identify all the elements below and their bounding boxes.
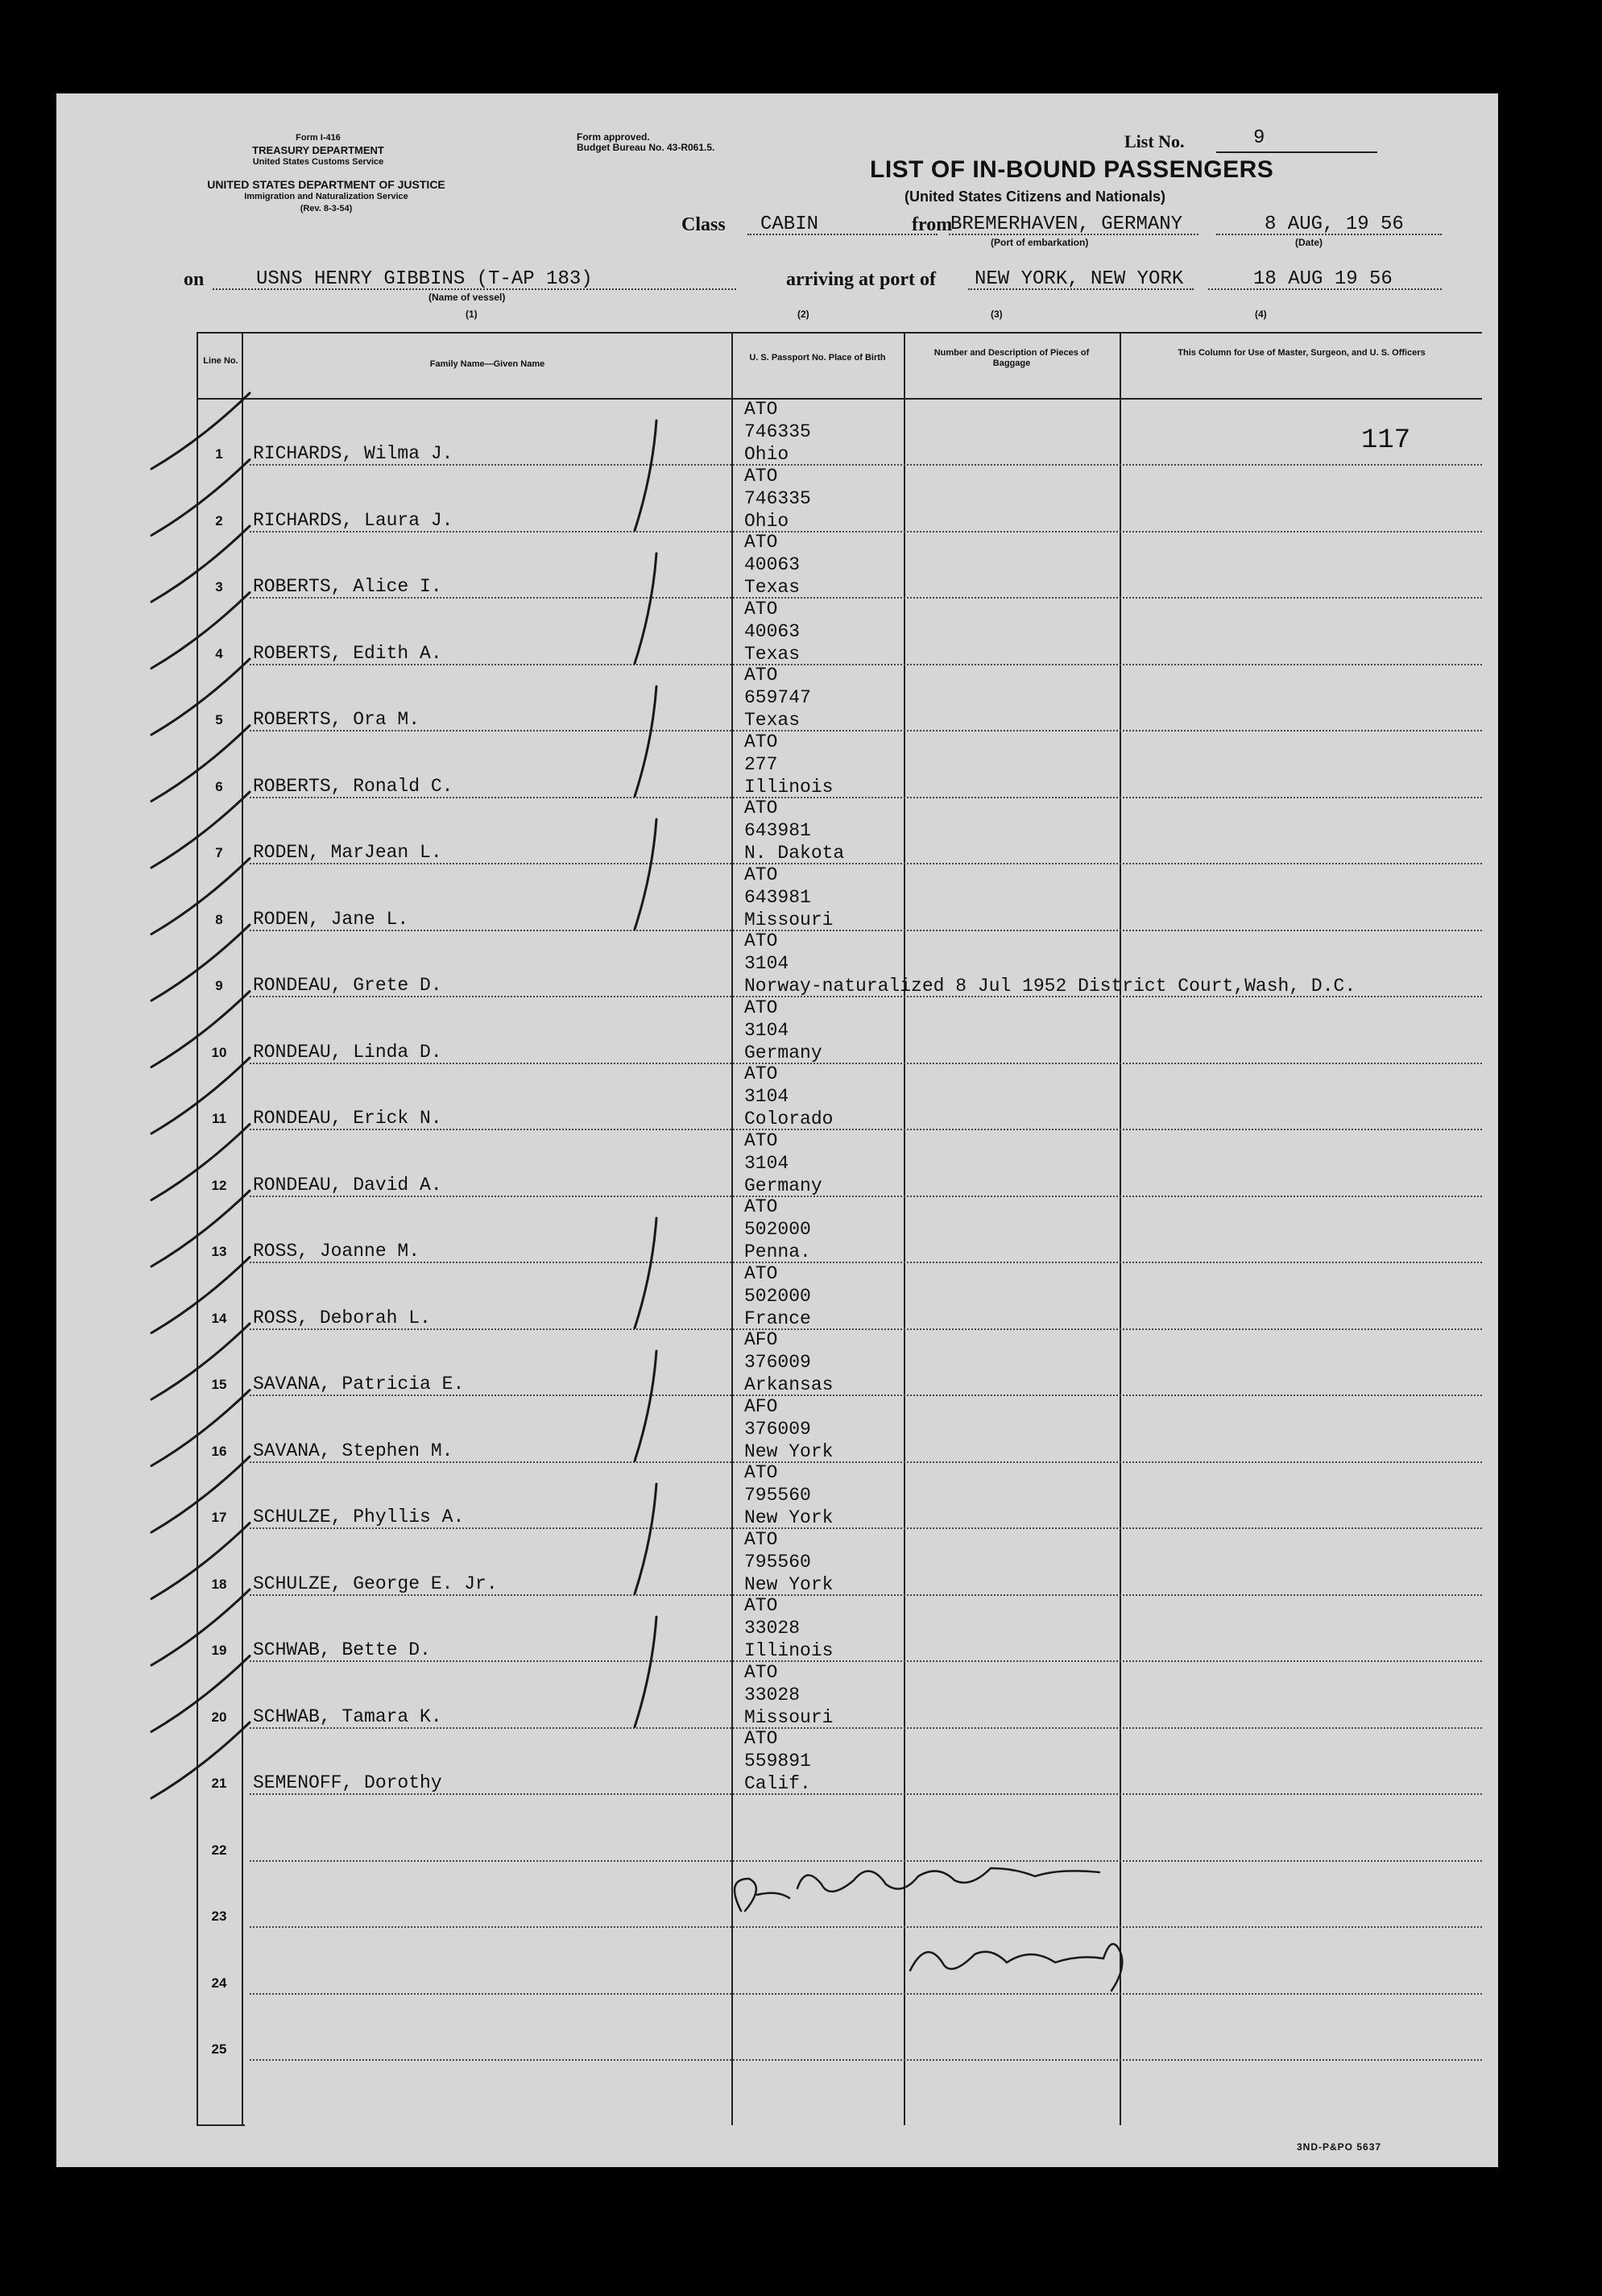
passport-number: 746335: [744, 421, 811, 442]
list-no-label: List No.: [1124, 131, 1185, 151]
list-no-value: 9: [1253, 127, 1265, 149]
place-of-birth: New York: [744, 1507, 834, 1528]
port-caption: (Port of embarkation): [991, 237, 1089, 248]
passport-number: 376009: [744, 1418, 811, 1440]
place-of-birth: Missouri: [744, 909, 834, 930]
place-of-birth: Penna.: [744, 1241, 811, 1262]
line-number: 14: [211, 1310, 227, 1326]
place-of-birth: Germany: [744, 1042, 822, 1063]
passport-number: 3104: [744, 1019, 789, 1041]
passport-number: 40063: [744, 554, 801, 575]
column-caption-1: (1): [466, 309, 478, 320]
place-of-birth: Colorado: [744, 1109, 834, 1129]
passenger-name: ROBERTS, Ora M.: [253, 709, 420, 730]
passport-prefix: ATO: [744, 1262, 778, 1284]
customs-service: United States Customs Service: [252, 157, 384, 167]
passenger-name: SCHULZE, George E. Jr.: [253, 1573, 498, 1594]
check-mark-stroke: [151, 859, 250, 935]
check-mark-stroke: [151, 1125, 250, 1200]
passport-prefix: ATO: [744, 1661, 778, 1683]
family-group-slash: [635, 553, 656, 664]
line-number: 21: [211, 1776, 227, 1791]
passenger-name: ROSS, Joanne M.: [253, 1241, 420, 1262]
passport-prefix: ATO: [744, 864, 778, 885]
passport-number: 746335: [744, 487, 811, 509]
passenger-name: RONDEAU, Linda D.: [253, 1041, 442, 1063]
line-number: 19: [211, 1643, 227, 1658]
check-mark-stroke: [151, 726, 250, 802]
check-mark-stroke: [151, 1324, 250, 1399]
handwritten-marks: [56, 93, 1498, 2167]
vessel-caption: (Name of vessel): [428, 292, 506, 303]
official-count: 117: [1361, 425, 1411, 456]
check-mark-stroke: [151, 1589, 250, 1665]
header-line-no: Line No.: [203, 356, 238, 366]
check-mark-stroke: [151, 1058, 250, 1133]
line-number: 2: [215, 512, 223, 528]
passenger-name: ROBERTS, Edith A.: [253, 642, 442, 664]
line-number: 20: [211, 1709, 227, 1725]
passenger-name: ROBERTS, Alice I.: [253, 576, 442, 597]
passport-prefix: ATO: [744, 997, 778, 1018]
place-of-birth: Texas: [744, 710, 801, 731]
line-number: 16: [211, 1443, 227, 1459]
line-number: 15: [211, 1377, 227, 1392]
place-of-birth: New York: [744, 1573, 834, 1595]
from-port: BREMERHAVEN, GERMANY: [950, 213, 1183, 235]
place-of-birth: Illinois: [744, 776, 834, 798]
line-number: 11: [212, 1111, 226, 1126]
passport-number: 502000: [744, 1285, 811, 1307]
passport-prefix: ATO: [744, 598, 778, 620]
line-number: 7: [215, 845, 223, 860]
check-mark-stroke: [151, 1191, 250, 1266]
passport-prefix: AFO: [744, 1395, 778, 1417]
column-caption-2: (2): [797, 309, 809, 320]
passenger-name: RODEN, MarJean L.: [253, 842, 442, 863]
check-mark-stroke: [151, 1390, 250, 1466]
line-number: 22: [211, 1842, 227, 1858]
check-mark-stroke: [151, 1656, 250, 1732]
passport-number: 3104: [744, 1086, 789, 1107]
passport-prefix: ATO: [744, 1528, 778, 1550]
passport-prefix: ATO: [744, 731, 778, 752]
passport-prefix: ATO: [744, 798, 778, 819]
check-mark-stroke: [151, 1457, 250, 1532]
passenger-name: RONDEAU, David A.: [253, 1174, 442, 1196]
column-caption-4: (4): [1255, 309, 1267, 320]
from-date: 8 AUG, 19 56: [1265, 213, 1404, 235]
place-of-birth: Texas: [744, 643, 801, 665]
signature-scrawl: [735, 1868, 1099, 1911]
check-mark-stroke: [151, 1523, 250, 1599]
passenger-name: SAVANA, Stephen M.: [253, 1440, 453, 1461]
place-of-birth: Germany: [744, 1175, 822, 1196]
passport-prefix: ATO: [744, 930, 778, 951]
passport-prefix: ATO: [744, 1595, 778, 1616]
passenger-name: RONDEAU, Grete D.: [253, 975, 442, 996]
place-of-birth: Norway-naturalized 8 Jul 1952 District Court,Wash, D.C.: [744, 976, 1356, 997]
arriving-label: arriving at port of: [786, 269, 936, 290]
passenger-name: ROSS, Deborah L.: [253, 1307, 431, 1328]
place-of-birth: Illinois: [744, 1640, 834, 1661]
line-number: 8: [215, 911, 223, 927]
passport-number: 3104: [744, 953, 789, 974]
line-number: 13: [211, 1244, 227, 1259]
passport-prefix: ATO: [744, 1063, 778, 1084]
check-mark-stroke: [151, 593, 250, 669]
check-mark-stroke: [151, 659, 250, 735]
passport-number: 795560: [744, 1485, 811, 1506]
line-number: 24: [211, 1975, 227, 1991]
passport-number: 376009: [744, 1352, 811, 1373]
class-label: Class: [681, 214, 726, 235]
family-group-slash: [635, 1617, 656, 1727]
passenger-name: ROBERTS, Ronald C.: [253, 775, 453, 797]
header-baggage: Number and Description of Pieces of Baggage: [933, 348, 1090, 368]
passenger-name: SCHWAB, Tamara K.: [253, 1705, 442, 1727]
arrival-port: NEW YORK, NEW YORK: [975, 268, 1184, 290]
line-number: 1: [215, 446, 223, 462]
revision: (Rev. 8-3-54): [300, 204, 353, 213]
check-mark-stroke: [151, 1258, 250, 1333]
page-subtitle: (United States Citizens and Nationals): [904, 189, 1166, 205]
line-number: 23: [211, 1908, 227, 1924]
place-of-birth: Calif.: [744, 1773, 811, 1794]
line-number: 18: [211, 1576, 227, 1592]
check-mark-stroke: [151, 792, 250, 868]
passport-prefix: ATO: [744, 665, 778, 686]
passport-prefix: ATO: [744, 1129, 778, 1151]
place-of-birth: N. Dakota: [744, 843, 845, 864]
passport-number: 40063: [744, 620, 801, 642]
passport-number: 33028: [744, 1618, 801, 1639]
line-number: 4: [215, 645, 223, 661]
vessel-name: USNS HENRY GIBBINS (T-AP 183): [256, 268, 593, 290]
line-number: 25: [211, 2041, 227, 2057]
form-number: Form I-416: [296, 133, 341, 143]
treasury-department: TREASURY DEPARTMENT: [252, 144, 384, 156]
printer-footer: 3ND-P&PO 5637: [1297, 2141, 1382, 2153]
passport-prefix: ATO: [744, 1462, 778, 1483]
family-group-slash: [635, 686, 656, 797]
check-mark-stroke: [151, 393, 250, 469]
passport-number: 643981: [744, 886, 811, 908]
passenger-name: SCHWAB, Bette D.: [253, 1639, 431, 1660]
passport-prefix: ATO: [744, 532, 778, 553]
passenger-name: SEMENOFF, Dorothy: [253, 1772, 442, 1793]
place-of-birth: Missouri: [744, 1706, 834, 1728]
form-approved: Form approved.: [577, 131, 650, 143]
family-group-slash: [635, 421, 656, 531]
header-family-name: Family Name—Given Name: [429, 359, 545, 369]
passenger-name: RODEN, Jane L.: [253, 908, 409, 930]
page-title: LIST OF IN-BOUND PASSENGERS: [870, 156, 1274, 183]
passenger-name: RICHARDS, Wilma J.: [253, 443, 453, 464]
passport-prefix: AFO: [744, 1329, 778, 1350]
ins-service: Immigration and Naturalization Service: [244, 192, 408, 201]
from-label: from: [912, 214, 953, 235]
passport-prefix: ATO: [744, 1196, 778, 1217]
family-group-slash: [635, 1218, 656, 1328]
check-mark-stroke: [151, 460, 250, 536]
budget-bureau: Budget Bureau No. 43-R061.5.: [577, 142, 715, 153]
passport-number: 33028: [744, 1684, 801, 1705]
check-mark-stroke: [151, 526, 250, 602]
line-number: 12: [211, 1177, 227, 1193]
check-mark-stroke: [151, 1722, 250, 1798]
passport-number: 795560: [744, 1551, 811, 1573]
line-number: 9: [215, 978, 223, 993]
check-mark-stroke: [151, 992, 250, 1067]
place-of-birth: Ohio: [744, 510, 789, 532]
passport-number: 643981: [744, 820, 811, 841]
line-number: 6: [215, 778, 223, 794]
line-number: 17: [211, 1510, 227, 1525]
passenger-name: RONDEAU, Erick N.: [253, 1108, 442, 1129]
justice-department: UNITED STATES DEPARTMENT OF JUSTICE: [207, 178, 445, 191]
passenger-name: SCHULZE, Phyllis A.: [253, 1506, 465, 1527]
passport-number: 659747: [744, 687, 811, 708]
header-officers: This Column for Use of Master, Surgeon, and U. S. Officers: [1178, 348, 1426, 358]
class-value: CABIN: [760, 213, 819, 235]
place-of-birth: New York: [744, 1440, 834, 1462]
passport-number: 277: [744, 753, 778, 775]
passport-prefix: ATO: [744, 465, 778, 487]
place-of-birth: Arkansas: [744, 1374, 834, 1395]
check-mark-stroke: [151, 925, 250, 1001]
passport-number: 559891: [744, 1751, 811, 1772]
line-number: 5: [215, 712, 223, 727]
passport-number: 502000: [744, 1219, 811, 1240]
place-of-birth: Texas: [744, 577, 801, 598]
on-label: on: [184, 269, 205, 290]
family-group-slash: [635, 819, 656, 930]
passport-number: 3104: [744, 1152, 789, 1174]
place-of-birth: Ohio: [744, 444, 789, 465]
arrival-date: 18 AUG 19 56: [1253, 268, 1393, 290]
column-caption-3: (3): [991, 309, 1003, 320]
manifest-page: [56, 93, 1498, 2167]
date-caption: (Date): [1295, 237, 1323, 248]
line-number: 10: [211, 1044, 227, 1060]
place-of-birth: France: [744, 1308, 811, 1329]
family-group-slash: [635, 1484, 656, 1594]
officer-title-scrawl: [910, 1944, 1122, 1991]
line-number: 3: [215, 579, 223, 595]
passenger-name: RICHARDS, Laura J.: [253, 509, 453, 531]
passenger-name: SAVANA, Patricia E.: [253, 1374, 465, 1395]
passport-prefix: ATO: [744, 1728, 778, 1749]
header-passport: U. S. Passport No. Place of Birth: [749, 353, 886, 363]
passport-prefix: ATO: [744, 399, 778, 420]
family-group-slash: [635, 1351, 656, 1461]
